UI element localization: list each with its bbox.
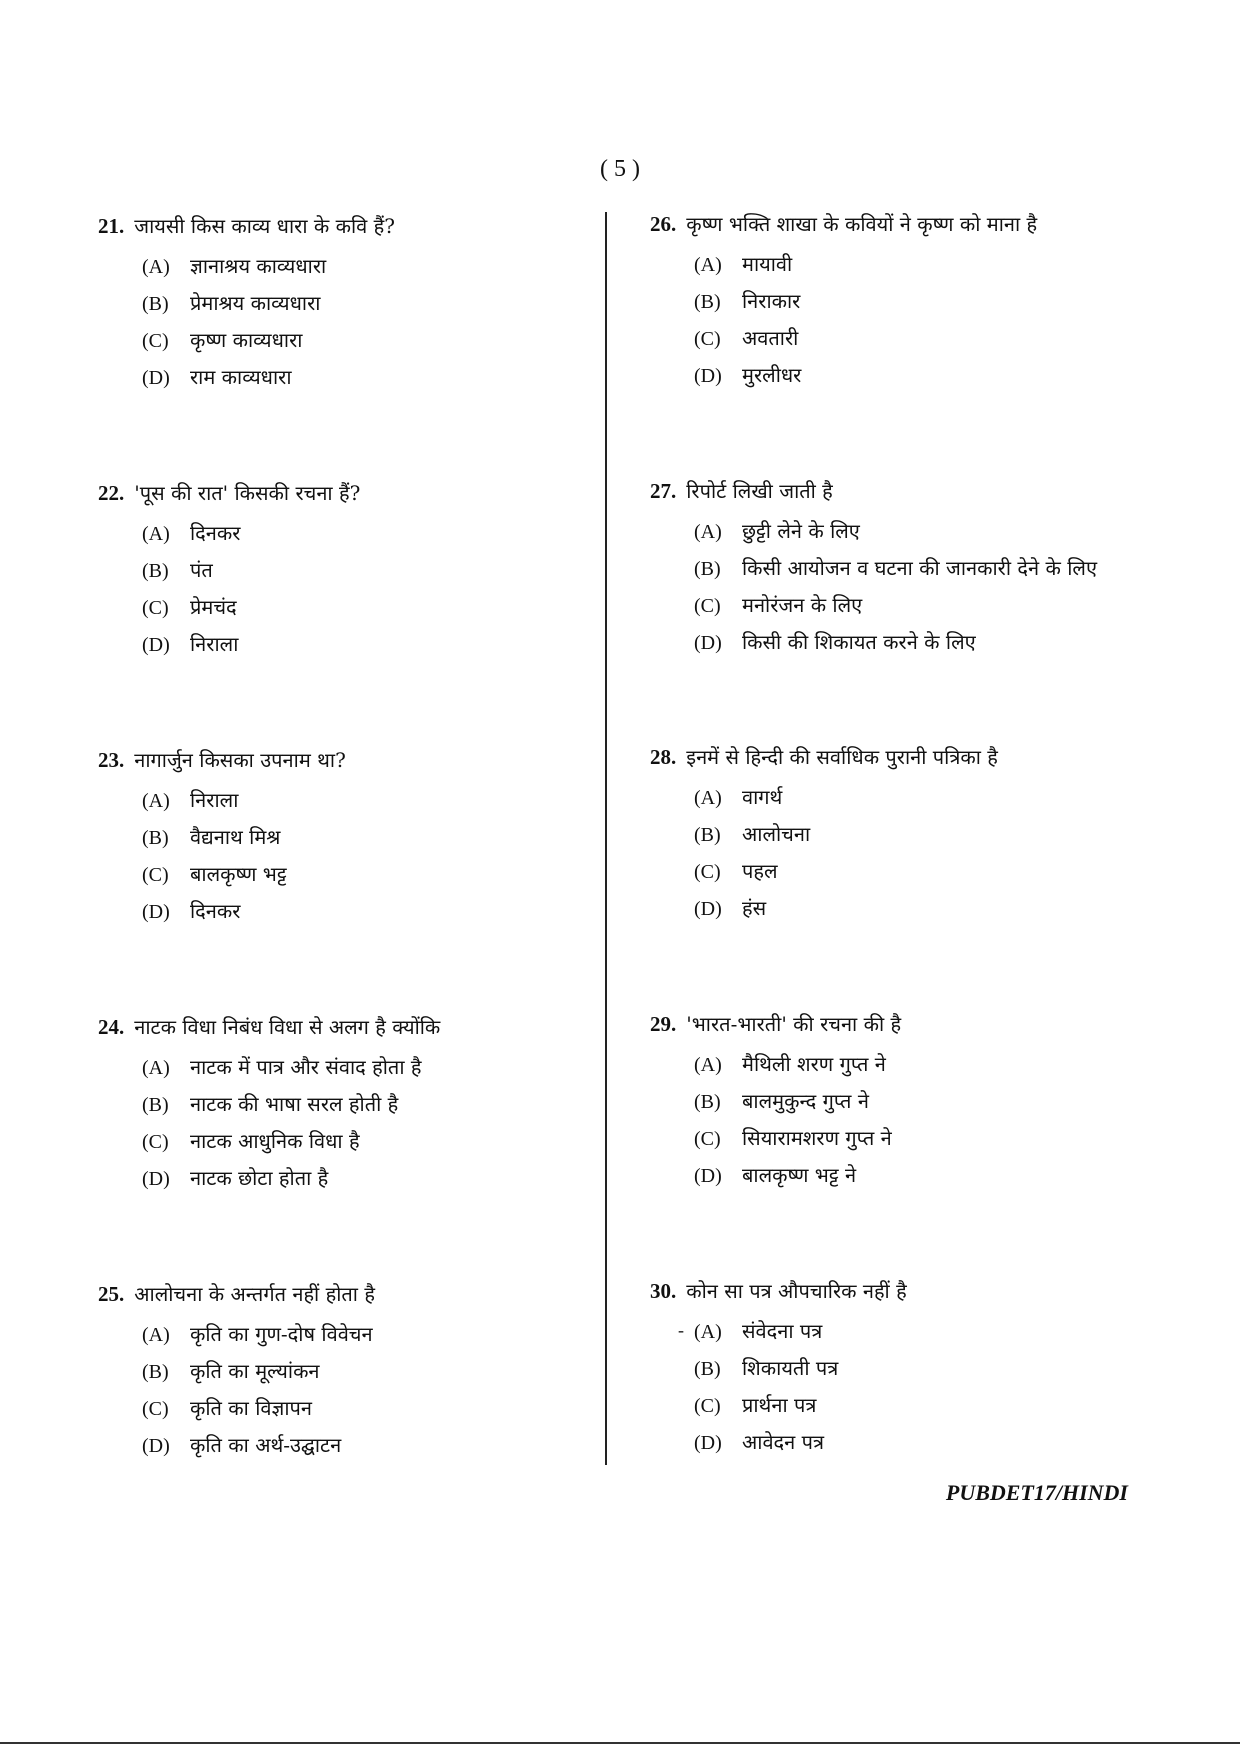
option-text: सियारामशरण गुप्त ने xyxy=(742,1126,892,1150)
answer-option xyxy=(142,593,237,622)
option-text: दिनकर xyxy=(190,521,241,545)
answer-option xyxy=(142,823,280,852)
answer-option xyxy=(142,289,320,318)
option-text: आवेदन पत्र xyxy=(742,1430,825,1454)
question-number: 26. xyxy=(650,212,677,236)
answer-option xyxy=(694,894,766,923)
question-stem xyxy=(650,1010,901,1038)
option-text: वागर्थ xyxy=(742,785,783,809)
option-text: नाटक आधुनिक विधा है xyxy=(190,1129,360,1153)
option-text: बालमुकुन्द गुप्त ने xyxy=(742,1089,869,1113)
option-letter: (B) xyxy=(142,1094,169,1116)
answer-option xyxy=(694,554,1097,583)
option-letter: (D) xyxy=(694,1165,722,1187)
option-text: पंत xyxy=(190,558,213,582)
question-text: कोन सा पत्र औपचारिक नहीं है xyxy=(686,1279,907,1303)
option-letter: (A) xyxy=(142,256,170,278)
paper-code: PUBDET17/HINDI xyxy=(945,1480,1128,1505)
answer-option xyxy=(142,326,302,355)
answer-option xyxy=(142,860,287,889)
answer-option xyxy=(694,250,792,279)
option-letter: (D) xyxy=(694,1432,722,1454)
page-number: ( 5 ) xyxy=(600,156,640,182)
option-text: हंस xyxy=(742,896,767,920)
answer-option xyxy=(694,857,778,886)
question-text: 'भारत-भारती' की रचना की है xyxy=(686,1012,902,1036)
option-letter: (C) xyxy=(142,864,169,886)
option-text: मायावी xyxy=(742,252,793,276)
option-text: कृति का मूल्यांकन xyxy=(190,1359,320,1383)
question-stem xyxy=(98,746,346,774)
option-letter: (C) xyxy=(694,595,721,617)
option-text: प्रेमचंद xyxy=(190,595,237,619)
option-text: छुट्टी लेने के लिए xyxy=(742,519,860,543)
bottom-rule xyxy=(0,1742,1240,1744)
option-letter: (D) xyxy=(142,634,170,656)
option-letter: (B) xyxy=(694,1091,721,1113)
option-text: संवेदना पत्र xyxy=(742,1319,823,1343)
option-letter: (C) xyxy=(694,1128,721,1150)
question-number: 28. xyxy=(650,745,677,769)
option-letter: (D) xyxy=(694,632,722,654)
answer-option xyxy=(142,1127,360,1156)
answer-option xyxy=(694,820,810,849)
answer-option xyxy=(694,1050,886,1079)
answer-option xyxy=(142,1053,421,1082)
question-text: 'पूस की रात' किसकी रचना हैं? xyxy=(134,481,361,505)
option-text: मुरलीधर xyxy=(742,363,802,387)
answer-option xyxy=(694,1391,816,1420)
answer-option xyxy=(142,1431,341,1460)
answer-option xyxy=(142,1164,328,1193)
answer-option xyxy=(142,519,240,548)
option-text: कृति का गुण-दोष विवेचन xyxy=(190,1322,373,1346)
option-letter: (A) xyxy=(142,523,170,545)
option-letter: (A) xyxy=(694,1321,722,1343)
question-number: 25. xyxy=(98,1282,125,1306)
option-letter: (B) xyxy=(142,827,169,849)
option-letter: (D) xyxy=(142,367,170,389)
answer-option xyxy=(694,287,800,316)
question-number: 24. xyxy=(98,1015,125,1039)
answer-option xyxy=(694,1161,856,1190)
option-text: दिनकर xyxy=(190,899,241,923)
question-text: जायसी किस काव्य धारा के कवि हैं? xyxy=(134,214,395,238)
option-letter: (C) xyxy=(694,1395,721,1417)
option-text: किसी की शिकायत करने के लिए xyxy=(742,630,976,654)
answer-option xyxy=(694,1087,869,1116)
option-letter: (C) xyxy=(142,330,169,352)
option-text: मैथिली शरण गुप्त ने xyxy=(742,1052,886,1076)
question-number: 29. xyxy=(650,1012,677,1036)
answer-option xyxy=(694,783,782,812)
question-stem xyxy=(650,477,833,505)
option-letter: (A) xyxy=(694,521,722,543)
option-letter: (D) xyxy=(142,1168,170,1190)
answer-option xyxy=(142,1320,373,1349)
question-number: 23. xyxy=(98,748,125,772)
answer-option xyxy=(694,517,860,546)
question-number: 22. xyxy=(98,481,125,505)
answer-option xyxy=(694,628,976,657)
answer-option xyxy=(694,361,801,390)
answer-option xyxy=(694,1354,838,1383)
option-text: किसी आयोजन व घटना की जानकारी देने के लिए xyxy=(742,556,1097,580)
option-text: अवतारी xyxy=(742,326,799,350)
option-text: राम काव्यधारा xyxy=(190,365,292,389)
answer-option xyxy=(142,252,326,281)
option-text: शिकायती पत्र xyxy=(742,1356,839,1380)
option-letter: (A) xyxy=(142,1057,170,1079)
question-stem xyxy=(650,1277,907,1305)
answer-option xyxy=(142,630,238,659)
question-stem xyxy=(98,1280,375,1308)
pen-mark: - xyxy=(678,1320,684,1340)
answer-option xyxy=(142,1357,320,1386)
option-text: कृति का अर्थ-उद्घाटन xyxy=(190,1433,342,1457)
option-letter: (B) xyxy=(142,1361,169,1383)
question-number: 21. xyxy=(98,214,125,238)
question-text: आलोचना के अन्तर्गत नहीं होता है xyxy=(134,1282,375,1306)
option-letter: (B) xyxy=(142,560,169,582)
question-number: 27. xyxy=(650,479,677,503)
option-text: बालकृष्ण भट्ट xyxy=(190,862,287,886)
option-letter: (C) xyxy=(142,597,169,619)
column-divider xyxy=(605,212,607,1465)
option-letter: (D) xyxy=(694,898,722,920)
question-stem xyxy=(650,210,1037,238)
question-stem xyxy=(98,1013,440,1041)
option-letter: (A) xyxy=(694,787,722,809)
answer-option xyxy=(694,1428,824,1457)
option-letter: (C) xyxy=(142,1131,169,1153)
option-text: बालकृष्ण भट्ट ने xyxy=(742,1163,857,1187)
option-letter: (C) xyxy=(694,861,721,883)
question-stem xyxy=(98,212,395,240)
option-text: नाटक में पात्र और संवाद होता है xyxy=(190,1055,422,1079)
answer-option xyxy=(694,1124,892,1153)
option-letter: (B) xyxy=(694,824,721,846)
question-text: रिपोर्ट लिखी जाती है xyxy=(686,479,833,503)
option-letter: (C) xyxy=(694,328,721,350)
option-letter: (A) xyxy=(694,254,722,276)
answer-option xyxy=(142,786,238,815)
answer-option xyxy=(694,591,862,620)
option-letter: (D) xyxy=(142,901,170,923)
answer-option xyxy=(142,556,213,585)
option-text: आलोचना xyxy=(742,822,811,846)
answer-option xyxy=(142,1394,312,1423)
question-stem xyxy=(98,479,360,507)
option-letter: (B) xyxy=(694,1358,721,1380)
option-text: नाटक की भाषा सरल होती है xyxy=(190,1092,399,1116)
option-letter: (B) xyxy=(694,291,721,313)
option-text: निराला xyxy=(190,632,239,656)
option-letter: (D) xyxy=(694,365,722,387)
option-letter: (B) xyxy=(142,293,169,315)
option-text: ज्ञानाश्रय काव्यधारा xyxy=(190,254,327,278)
option-letter: (B) xyxy=(694,558,721,580)
question-text: नाटक विधा निबंध विधा से अलग है क्योंकि xyxy=(134,1015,441,1039)
option-text: प्रार्थना पत्र xyxy=(742,1393,817,1417)
answer-option xyxy=(142,897,240,926)
question-text: कृष्ण भक्ति शाखा के कवियों ने कृष्ण को माना है xyxy=(686,212,1038,236)
option-text: पहल xyxy=(742,859,778,883)
answer-option xyxy=(694,1317,822,1346)
option-letter: (C) xyxy=(142,1398,169,1420)
option-text: मनोरंजन के लिए xyxy=(742,593,863,617)
option-text: वैद्यनाथ मिश्र xyxy=(190,825,281,849)
question-stem xyxy=(650,743,998,771)
option-letter: (A) xyxy=(142,1324,170,1346)
option-text: नाटक छोटा होता है xyxy=(190,1166,329,1190)
option-text: प्रेमाश्रय काव्यधारा xyxy=(190,291,321,315)
question-text: इनमें से हिन्दी की सर्वाधिक पुरानी पत्रिका है xyxy=(686,745,998,769)
option-letter: (A) xyxy=(142,790,170,812)
option-text: कृति का विज्ञापन xyxy=(190,1396,312,1420)
answer-option xyxy=(142,363,292,392)
question-number: 30. xyxy=(650,1279,677,1303)
option-letter: (A) xyxy=(694,1054,722,1076)
option-text: निराकार xyxy=(742,289,801,313)
option-text: कृष्ण काव्यधारा xyxy=(190,328,303,352)
question-text: नागार्जुन किसका उपनाम था? xyxy=(134,748,346,772)
answer-option xyxy=(694,324,798,353)
option-letter: (D) xyxy=(142,1435,170,1457)
answer-option xyxy=(142,1090,398,1119)
option-text: निराला xyxy=(190,788,239,812)
